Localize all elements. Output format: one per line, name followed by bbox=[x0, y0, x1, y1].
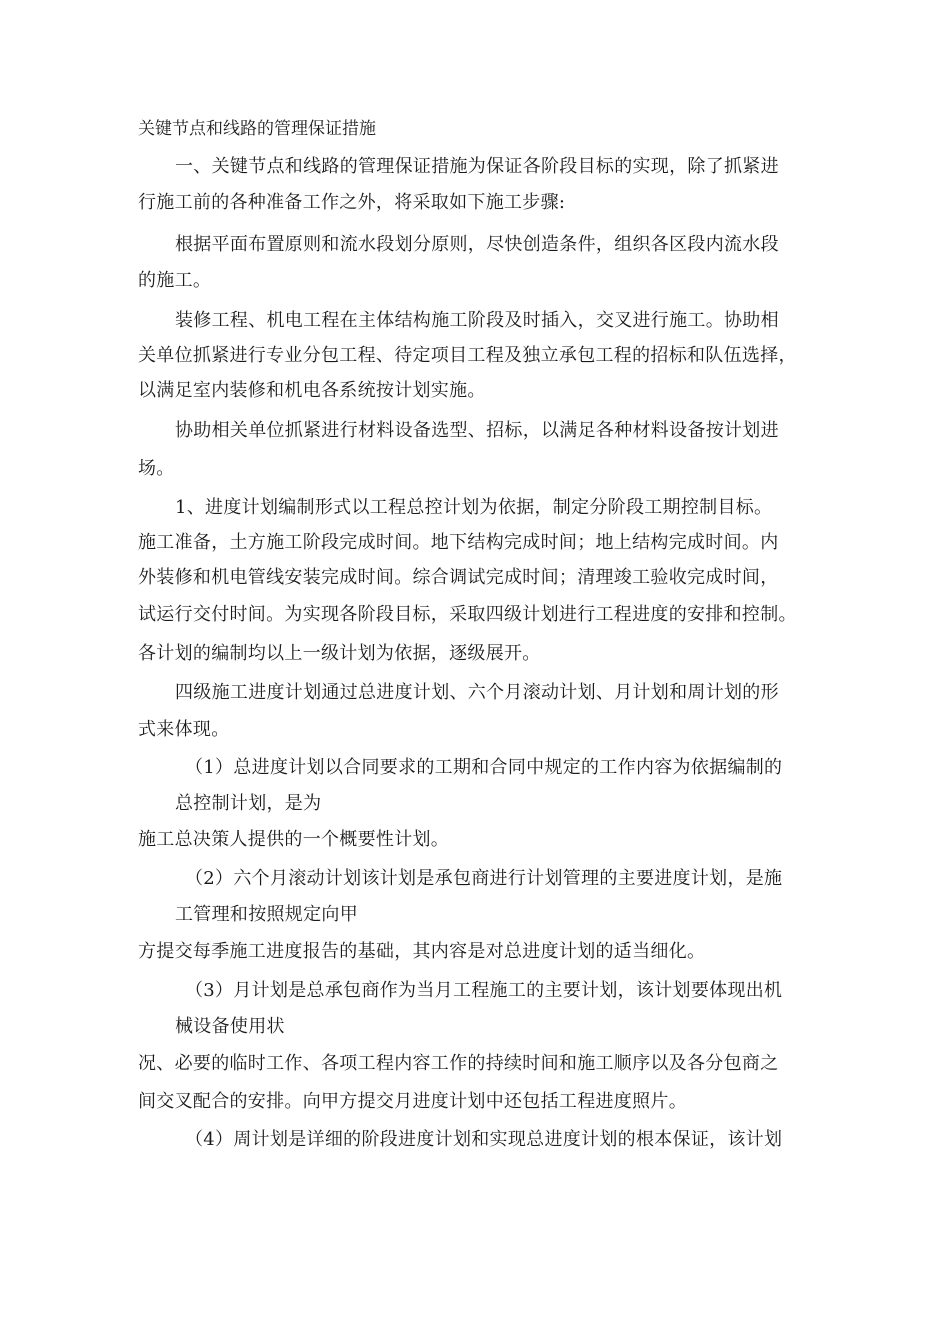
paragraph-line: 外装修和机电管线安装完成时间。综合调试完成时间；清理竣工验收完成时间， bbox=[138, 567, 779, 588]
paragraph-line: 总控制计划，是为 bbox=[175, 793, 322, 814]
paragraph-line: 行施工前的各种准备工作之外，将采取如下施工步骤: bbox=[138, 192, 566, 213]
paragraph-line: 以满足室内装修和机电各系统按计划实施。 bbox=[138, 380, 486, 401]
paragraph-line: 协助相关单位抓紧进行材料设备选型、招标，以满足各种材料设备按计划进 bbox=[175, 420, 779, 441]
paragraph-line: （1）总进度计划以合同要求的工期和合同中规定的工作内容为依据编制的 bbox=[185, 757, 783, 778]
paragraph-line: 方提交每季施工进度报告的基础，其内容是对总进度计划的适当细化。 bbox=[138, 941, 706, 962]
paragraph-line: 试运行交付时间。为实现各阶段目标，采取四级计划进行工程进度的安排和控制。 bbox=[138, 604, 797, 625]
paragraph-line: 场。 bbox=[138, 458, 175, 479]
paragraph-line: 工管理和按照规定向甲 bbox=[175, 904, 358, 925]
paragraph-line: 间交叉配合的安排。向甲方提交月进度计划中还包括工程进度照片。 bbox=[138, 1091, 687, 1112]
paragraph-line: 一、关键节点和线路的管理保证措施为保证各阶段目标的实现，除了抓紧进 bbox=[175, 156, 779, 177]
paragraph-line: 四级施工进度计划通过总进度计划、六个月滚动计划、月计划和周计划的形 bbox=[175, 682, 779, 703]
paragraph-line: 械设备使用状 bbox=[175, 1016, 285, 1037]
paragraph-line: 施工准备，土方施工阶段完成时间。地下结构完成时间；地上结构完成时间。内 bbox=[138, 532, 779, 553]
paragraph-line: 式来体现。 bbox=[138, 719, 230, 740]
paragraph-line: 1、进度计划编制形式以工程总控计划为依据，制定分阶段工期控制目标。 bbox=[175, 497, 773, 518]
paragraph-line: 各计划的编制均以上一级计划为依据，逐级展开。 bbox=[138, 643, 541, 664]
paragraph-line: （3）月计划是总承包商作为当月工程施工的主要计划，该计划要体现出机 bbox=[185, 980, 783, 1001]
document-title: 关键节点和线路的管理保证措施 bbox=[138, 119, 376, 139]
paragraph-line: 况、必要的临时工作、各项工程内容工作的持续时间和施工顺序以及各分包商之 bbox=[138, 1053, 779, 1074]
paragraph-line: 的施工。 bbox=[138, 270, 212, 291]
paragraph-line: 根据平面布置原则和流水段划分原则，尽快创造条件，组织各区段内流水段 bbox=[175, 234, 779, 255]
paragraph-line: （2）六个月滚动计划该计划是承包商进行计划管理的主要进度计划，是施 bbox=[185, 868, 783, 889]
paragraph-line: 装修工程、机电工程在主体结构施工阶段及时插入，交叉进行施工。协助相 bbox=[175, 310, 779, 331]
paragraph-line: 关单位抓紧进行专业分包工程、待定项目工程及独立承包工程的招标和队伍选择， bbox=[138, 345, 797, 366]
paragraph-line: （4）周计划是详细的阶段进度计划和实现总进度计划的根本保证，该计划 bbox=[185, 1129, 783, 1150]
paragraph-line: 施工总决策人提供的一个概要性计划。 bbox=[138, 829, 450, 850]
